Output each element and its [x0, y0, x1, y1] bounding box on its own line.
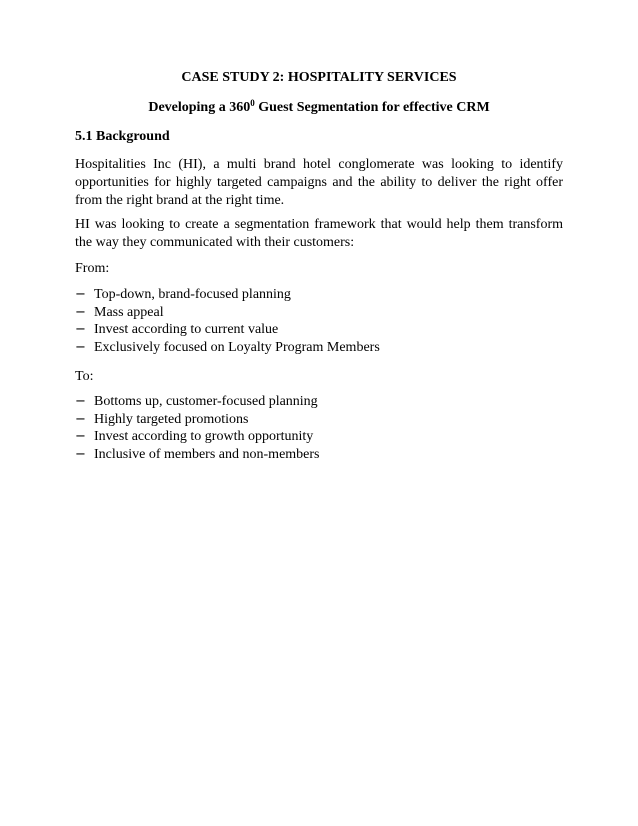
- to-label: To:: [75, 369, 94, 384]
- case-study-subtitle: [0, 99, 638, 117]
- list-item-text: Bottoms up, customer-focused planning: [94, 394, 318, 409]
- subtitle-superscript: 0: [250, 98, 255, 108]
- dash-bullet-icon: −: [75, 446, 86, 462]
- background-paragraph-1: Hospitalities Inc (HI), a multi brand hotel conglomerate was looking to identify opportunities for highly targeted campaigns and the ability to deliver the right offer from the right brand at the right time.: [75, 157, 563, 208]
- dash-bullet-icon: −: [75, 394, 86, 409]
- list-item-text: Invest according to growth opportunity: [94, 429, 314, 444]
- dash-bullet-icon: −: [75, 411, 86, 427]
- case-study-title: CASE STUDY 2: HOSPITALITY SERVICES: [181, 70, 457, 85]
- subtitle-text-end: Guest Segmentation for effective CRM: [254, 100, 490, 115]
- list-item-text: Mass appeal: [94, 304, 164, 320]
- list-item-text: Inclusive of members and non-members: [94, 446, 320, 462]
- dash-bullet-icon: −: [75, 339, 86, 355]
- dash-bullet-icon: −: [75, 304, 86, 320]
- list-item-text: Top-down, brand-focused planning: [94, 287, 291, 302]
- subtitle-text-start: Developing a 360: [148, 100, 251, 115]
- background-paragraph-2: HI was looking to create a segmentation framework that would help them transform the way they communicated with their customers:: [75, 217, 563, 250]
- dash-bullet-icon: −: [75, 287, 86, 302]
- list-item-text: Invest according to current value: [94, 322, 279, 337]
- list-item-text: Exclusively focused on Loyalty Program Members: [94, 339, 380, 355]
- dash-bullet-icon: −: [75, 322, 86, 337]
- list-item-text: Highly targeted promotions: [94, 411, 249, 427]
- section-heading: 5.1 Background: [75, 129, 170, 144]
- dash-bullet-icon: −: [75, 429, 86, 444]
- from-label: From:: [75, 261, 110, 276]
